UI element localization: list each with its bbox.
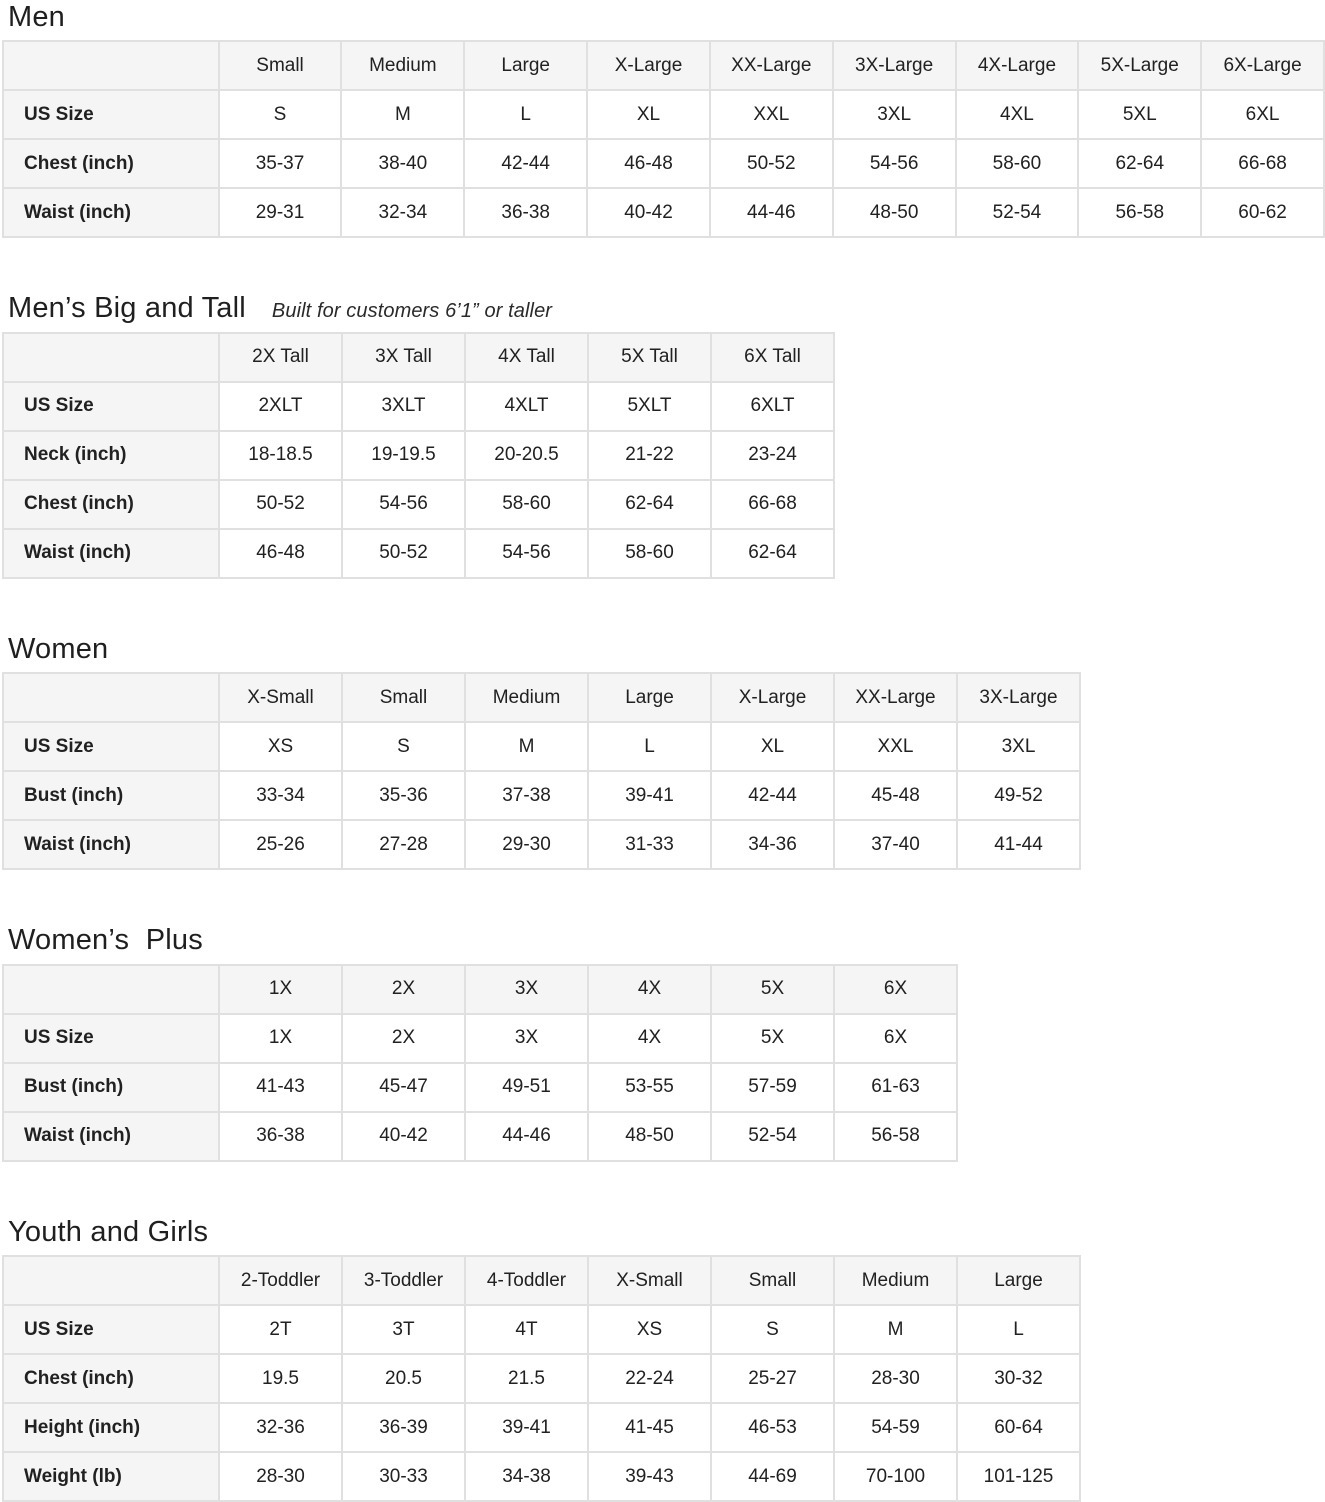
row-label: Bust (inch) [3, 771, 219, 820]
size-cell: 32-36 [219, 1403, 342, 1452]
column-header: 2X [342, 965, 465, 1014]
column-header: Medium [834, 1256, 957, 1305]
section-women [2, 634, 1325, 870]
size-cell: XS [588, 1305, 711, 1354]
size-cell: 44-46 [710, 188, 833, 237]
size-cell: 37-38 [465, 771, 588, 820]
column-header: X-Large [711, 673, 834, 722]
row-label: US Size [3, 722, 219, 771]
size-cell: 101-125 [957, 1452, 1080, 1501]
size-cell: 56-58 [834, 1112, 957, 1161]
corner-cell [3, 965, 219, 1014]
table-row [3, 90, 1324, 139]
size-cell: 39-41 [465, 1403, 588, 1452]
size-cell: M [341, 90, 464, 139]
size-cell: 4XL [956, 90, 1079, 139]
size-table-container-men [2, 40, 1325, 238]
size-table-youth-and-girls [2, 1255, 1081, 1502]
size-cell: 50-52 [710, 139, 833, 188]
size-cell: 36-39 [342, 1403, 465, 1452]
table-row [3, 1063, 957, 1112]
column-header: Small [219, 41, 342, 90]
corner-cell [3, 333, 219, 382]
section-womens-plus [2, 925, 1325, 1161]
size-cell: 2X [342, 1014, 465, 1063]
table-row [3, 771, 1080, 820]
row-label: Height (inch) [3, 1403, 219, 1452]
size-cell: 5XL [1078, 90, 1201, 139]
size-table-container-youth-and-girls [2, 1255, 1325, 1502]
size-table-womens-plus [2, 964, 958, 1162]
size-cell: 6X [834, 1014, 957, 1063]
size-cell: 45-48 [834, 771, 957, 820]
size-cell: 25-26 [219, 820, 342, 869]
table-row [3, 188, 1324, 237]
size-cell: 60-62 [1201, 188, 1324, 237]
size-cell: 54-56 [342, 480, 465, 529]
column-header: 4-Toddler [465, 1256, 588, 1305]
size-cell: 5X [711, 1014, 834, 1063]
column-header: 4X-Large [956, 41, 1079, 90]
column-header: Medium [465, 673, 588, 722]
size-cell: 62-64 [711, 529, 834, 578]
column-header: 6X [834, 965, 957, 1014]
size-cell: 57-59 [711, 1063, 834, 1112]
header-row [3, 41, 1324, 90]
size-cell: 48-50 [833, 188, 956, 237]
size-cell: 30-32 [957, 1354, 1080, 1403]
size-cell: 40-42 [342, 1112, 465, 1161]
row-label: US Size [3, 1014, 219, 1063]
size-cell: 36-38 [464, 188, 587, 237]
size-cell: 33-34 [219, 771, 342, 820]
size-cell: 50-52 [342, 529, 465, 578]
column-header: X-Small [588, 1256, 711, 1305]
size-cell: 44-46 [465, 1112, 588, 1161]
table-row [3, 480, 834, 529]
size-cell: 27-28 [342, 820, 465, 869]
size-cell: L [464, 90, 587, 139]
size-cell: 54-56 [465, 529, 588, 578]
column-header: 1X [219, 965, 342, 1014]
column-header: XX-Large [710, 41, 833, 90]
size-cell: 62-64 [1078, 139, 1201, 188]
column-header: 4X Tall [465, 333, 588, 382]
column-header: Small [711, 1256, 834, 1305]
corner-cell [3, 1256, 219, 1305]
column-header: X-Large [587, 41, 710, 90]
size-cell: L [588, 722, 711, 771]
column-header: Small [342, 673, 465, 722]
column-header: 3X [465, 965, 588, 1014]
column-header: Large [588, 673, 711, 722]
size-cell: 42-44 [464, 139, 587, 188]
size-cell: 2T [219, 1305, 342, 1354]
row-label: Bust (inch) [3, 1063, 219, 1112]
table-row [3, 431, 834, 480]
size-cell: 46-53 [711, 1403, 834, 1452]
size-cell: 66-68 [711, 480, 834, 529]
size-table-container-mens-big-and-tall [2, 332, 1325, 579]
section-title-text: Women [8, 632, 109, 665]
section-men [2, 2, 1325, 238]
size-cell: 46-48 [219, 529, 342, 578]
row-label: US Size [3, 1305, 219, 1354]
size-cell: 21.5 [465, 1354, 588, 1403]
section-youth-and-girls [2, 1217, 1325, 1502]
size-cell: 40-42 [587, 188, 710, 237]
header-row [3, 333, 834, 382]
section-title-men [8, 2, 1325, 32]
size-cell: S [711, 1305, 834, 1354]
table-row [3, 382, 834, 431]
size-cell: 5XLT [588, 382, 711, 431]
size-table-men [2, 40, 1325, 238]
size-cell: 6XLT [711, 382, 834, 431]
size-cell: 35-37 [219, 139, 342, 188]
row-label: Weight (lb) [3, 1452, 219, 1501]
size-cell: 54-59 [834, 1403, 957, 1452]
size-table-container-women [2, 672, 1325, 870]
size-cell: 6XL [1201, 90, 1324, 139]
size-cell: 49-52 [957, 771, 1080, 820]
column-header: 5X [711, 965, 834, 1014]
size-cell: 32-34 [341, 188, 464, 237]
size-cell: XXL [710, 90, 833, 139]
column-header: 3X-Large [957, 673, 1080, 722]
column-header: 2-Toddler [219, 1256, 342, 1305]
row-label: Neck (inch) [3, 431, 219, 480]
size-cell: 58-60 [465, 480, 588, 529]
size-cell: 41-44 [957, 820, 1080, 869]
row-label: Waist (inch) [3, 1112, 219, 1161]
table-row [3, 1014, 957, 1063]
size-cell: 3XLT [342, 382, 465, 431]
size-cell: 56-58 [1078, 188, 1201, 237]
size-cell: 61-63 [834, 1063, 957, 1112]
size-cell: 22-24 [588, 1354, 711, 1403]
size-cell: 35-36 [342, 771, 465, 820]
size-cell: 4X [588, 1014, 711, 1063]
column-header: 4X [588, 965, 711, 1014]
size-cell: 30-33 [342, 1452, 465, 1501]
size-cell: L [957, 1305, 1080, 1354]
table-row [3, 139, 1324, 188]
size-cell: 34-36 [711, 820, 834, 869]
size-cell: 52-54 [711, 1112, 834, 1161]
size-table-women [2, 672, 1081, 870]
size-cell: 60-64 [957, 1403, 1080, 1452]
column-header: 3X-Large [833, 41, 956, 90]
row-label: Chest (inch) [3, 1354, 219, 1403]
section-title-text: Men [8, 1, 66, 33]
column-header: XX-Large [834, 673, 957, 722]
column-header: 3X Tall [342, 333, 465, 382]
size-cell: 41-43 [219, 1063, 342, 1112]
size-cell: 66-68 [1201, 139, 1324, 188]
size-table-mens-big-and-tall [2, 332, 835, 579]
size-cell: 42-44 [711, 771, 834, 820]
column-header: Medium [341, 41, 464, 90]
size-cell: XS [219, 722, 342, 771]
size-cell: 3X [465, 1014, 588, 1063]
section-title-youth-and-girls [8, 1217, 1325, 1247]
size-cell: S [342, 722, 465, 771]
size-cell: 46-48 [587, 139, 710, 188]
size-cell: 20.5 [342, 1354, 465, 1403]
size-cell: XXL [834, 722, 957, 771]
size-cell: 21-22 [588, 431, 711, 480]
table-row [3, 722, 1080, 771]
size-cell: XL [711, 722, 834, 771]
table-row [3, 529, 834, 578]
size-cell: 34-38 [465, 1452, 588, 1501]
size-cell: 25-27 [711, 1354, 834, 1403]
corner-cell [3, 41, 219, 90]
size-cell: 29-31 [219, 188, 342, 237]
size-cell: 39-41 [588, 771, 711, 820]
size-cell: 3XL [957, 722, 1080, 771]
section-title-text: Women’s Plus [8, 924, 203, 957]
size-cell: 18-18.5 [219, 431, 342, 480]
table-row [3, 1403, 1080, 1452]
size-cell: 49-51 [465, 1063, 588, 1112]
table-row [3, 1452, 1080, 1501]
section-title-text: Men’s Big and Tall [8, 292, 246, 325]
size-cell: 48-50 [588, 1112, 711, 1161]
row-label: US Size [3, 382, 219, 431]
size-cell: 19.5 [219, 1354, 342, 1403]
row-label: US Size [3, 90, 219, 139]
size-cell: 2XLT [219, 382, 342, 431]
size-cell: M [834, 1305, 957, 1354]
column-header: 6X Tall [711, 333, 834, 382]
size-cell: 4XLT [465, 382, 588, 431]
size-cell: 31-33 [588, 820, 711, 869]
size-cell: 36-38 [219, 1112, 342, 1161]
section-title-text: Youth and Girls [8, 1215, 209, 1248]
column-header: Large [464, 41, 587, 90]
column-header: X-Small [219, 673, 342, 722]
table-row [3, 1112, 957, 1161]
section-title-womens-plus [8, 925, 1325, 955]
table-row [3, 820, 1080, 869]
row-label: Waist (inch) [3, 188, 219, 237]
size-table-container-womens-plus [2, 964, 1325, 1162]
size-cell: XL [587, 90, 710, 139]
row-label: Waist (inch) [3, 529, 219, 578]
size-cell: 3XL [833, 90, 956, 139]
row-label: Waist (inch) [3, 820, 219, 869]
size-cell: S [219, 90, 342, 139]
column-header: Large [957, 1256, 1080, 1305]
header-row [3, 1256, 1080, 1305]
size-cell: 3T [342, 1305, 465, 1354]
size-cell: 52-54 [956, 188, 1079, 237]
section-title-mens-big-and-tall [8, 293, 1325, 323]
column-header: 3-Toddler [342, 1256, 465, 1305]
size-cell: 23-24 [711, 431, 834, 480]
size-cell: 58-60 [588, 529, 711, 578]
size-cell: 28-30 [219, 1452, 342, 1501]
size-cell: 58-60 [956, 139, 1079, 188]
column-header: 6X-Large [1201, 41, 1324, 90]
corner-cell [3, 673, 219, 722]
size-cell: 53-55 [588, 1063, 711, 1112]
size-cell: 38-40 [341, 139, 464, 188]
table-row [3, 1305, 1080, 1354]
size-cell: 1X [219, 1014, 342, 1063]
size-cell: 19-19.5 [342, 431, 465, 480]
column-header: 5X Tall [588, 333, 711, 382]
table-row [3, 1354, 1080, 1403]
column-header: 5X-Large [1078, 41, 1201, 90]
size-cell: 37-40 [834, 820, 957, 869]
size-cell: 41-45 [588, 1403, 711, 1452]
size-cell: 29-30 [465, 820, 588, 869]
size-cell: 62-64 [588, 480, 711, 529]
size-cell: 39-43 [588, 1452, 711, 1501]
size-cell: 44-69 [711, 1452, 834, 1501]
size-cell: 28-30 [834, 1354, 957, 1403]
size-cell: 20-20.5 [465, 431, 588, 480]
size-cell: 50-52 [219, 480, 342, 529]
column-header: 2X Tall [219, 333, 342, 382]
section-subtitle-text: Built for customers 6’1” or taller [271, 300, 553, 323]
size-cell: 45-47 [342, 1063, 465, 1112]
size-cell: 4T [465, 1305, 588, 1354]
size-cell: 54-56 [833, 139, 956, 188]
row-label: Chest (inch) [3, 480, 219, 529]
header-row [3, 673, 1080, 722]
size-cell: 70-100 [834, 1452, 957, 1501]
header-row [3, 965, 957, 1014]
section-title-women [8, 634, 1325, 664]
size-cell: M [465, 722, 588, 771]
row-label: Chest (inch) [3, 139, 219, 188]
section-mens-big-and-tall [2, 293, 1325, 578]
